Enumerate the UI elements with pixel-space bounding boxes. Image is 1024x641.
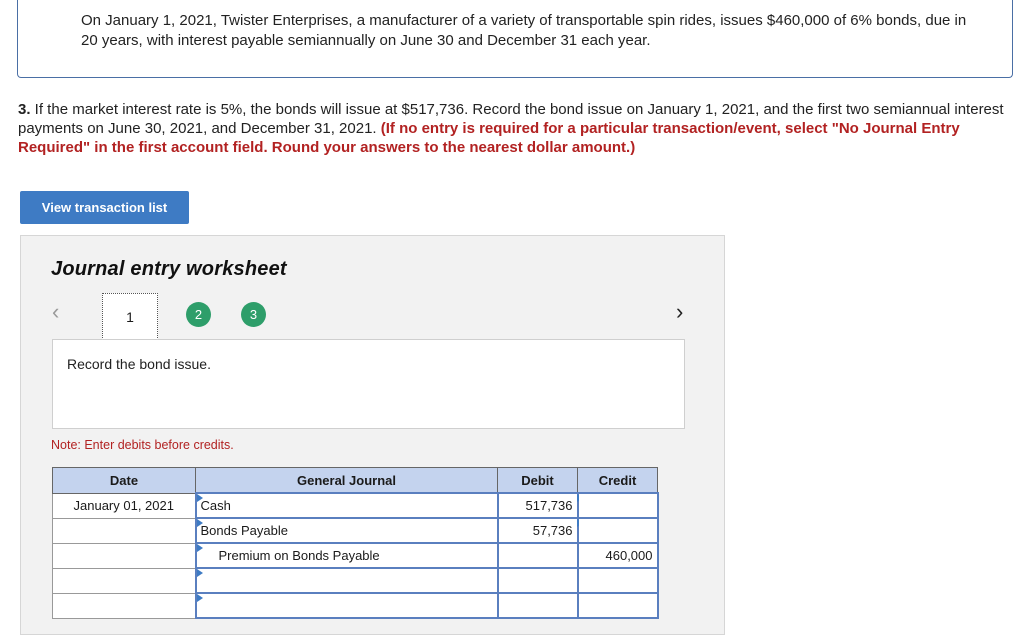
journal-header-row — [53, 468, 658, 494]
date-cell[interactable] — [53, 518, 196, 543]
problem-text: On January 1, 2021, Twister Enterprises, a manufacturer of a variety of transportable spin rides, issues $460,000 of 6% bonds, due in 20 years, with interest payable semiannually on June 30 and December 31 each year. — [81, 12, 967, 49]
entry-description-box — [52, 339, 685, 429]
journal-table — [52, 467, 659, 619]
table-row — [53, 543, 658, 568]
step-3-tab[interactable]: 3 — [241, 302, 266, 327]
general-journal-column-header: General Journal — [196, 468, 498, 494]
entry-description: Record the bond issue. — [67, 356, 211, 372]
question-instruction: (If no entry is required for a particular transaction/event, select "No Journal Entry Required" in the first account field. Round your answers to the nearest dollar amount.) — [18, 120, 960, 156]
step-1-tab[interactable]: 1 — [102, 293, 158, 340]
credit-cell[interactable] — [578, 568, 658, 593]
debit-cell[interactable] — [498, 593, 578, 618]
table-row — [53, 568, 658, 593]
credit-cell[interactable] — [578, 593, 658, 618]
dropdown-marker-icon — [197, 494, 203, 502]
debit-column-header: Debit — [498, 468, 578, 494]
credit-cell[interactable] — [578, 493, 658, 518]
chevron-left-icon[interactable]: ‹ — [52, 299, 60, 324]
account-cell[interactable] — [196, 518, 498, 543]
entry-note: Note: Enter debits before credits. — [51, 438, 234, 452]
date-cell[interactable] — [53, 568, 196, 593]
dropdown-marker-icon — [197, 569, 203, 577]
credit-column-header: Credit — [578, 468, 658, 494]
date-cell[interactable]: January 01, 2021 — [53, 493, 196, 518]
date-cell[interactable] — [53, 593, 196, 618]
debit-cell[interactable] — [498, 493, 578, 518]
account-name: Cash — [200, 498, 231, 513]
chevron-right-icon[interactable]: › — [676, 299, 684, 324]
date-column-header: Date — [53, 468, 196, 494]
view-transaction-list-button[interactable]: View transaction list — [20, 191, 189, 224]
date-cell[interactable] — [53, 543, 196, 568]
credit-cell[interactable] — [578, 543, 658, 568]
debit-value: 517,736 — [525, 498, 573, 513]
debit-cell[interactable] — [498, 568, 578, 593]
account-cell[interactable] — [196, 568, 498, 593]
account-cell[interactable] — [196, 543, 498, 568]
debit-cell[interactable] — [498, 543, 578, 568]
step-2-tab[interactable]: 2 — [186, 302, 211, 327]
journal-entry-worksheet — [20, 235, 725, 635]
problem-panel — [17, 0, 1013, 78]
question-body: If the market interest rate is 5%, the bonds will issue at $517,736. Record the bond issue on January 1, 2021, and the first two semiannual interest payments on June 30, 2021, and December 31, 2021. — [18, 101, 1004, 137]
table-row — [53, 493, 658, 518]
dropdown-marker-icon — [197, 594, 203, 602]
worksheet-title: Journal entry worksheet — [51, 258, 287, 280]
account-cell[interactable] — [196, 593, 498, 618]
question-text — [18, 100, 1008, 157]
table-row — [53, 593, 658, 618]
account-name: Premium on Bonds Payable — [218, 548, 380, 563]
account-name: Bonds Payable — [200, 523, 288, 538]
account-cell[interactable] — [196, 493, 498, 518]
debit-cell[interactable] — [498, 518, 578, 543]
dropdown-marker-icon — [197, 519, 203, 527]
credit-value: 460,000 — [605, 548, 653, 563]
question-number: 3. — [18, 101, 31, 118]
table-row — [53, 518, 658, 543]
dropdown-marker-icon — [197, 544, 203, 552]
debit-value: 57,736 — [532, 523, 573, 538]
credit-cell[interactable] — [578, 518, 658, 543]
